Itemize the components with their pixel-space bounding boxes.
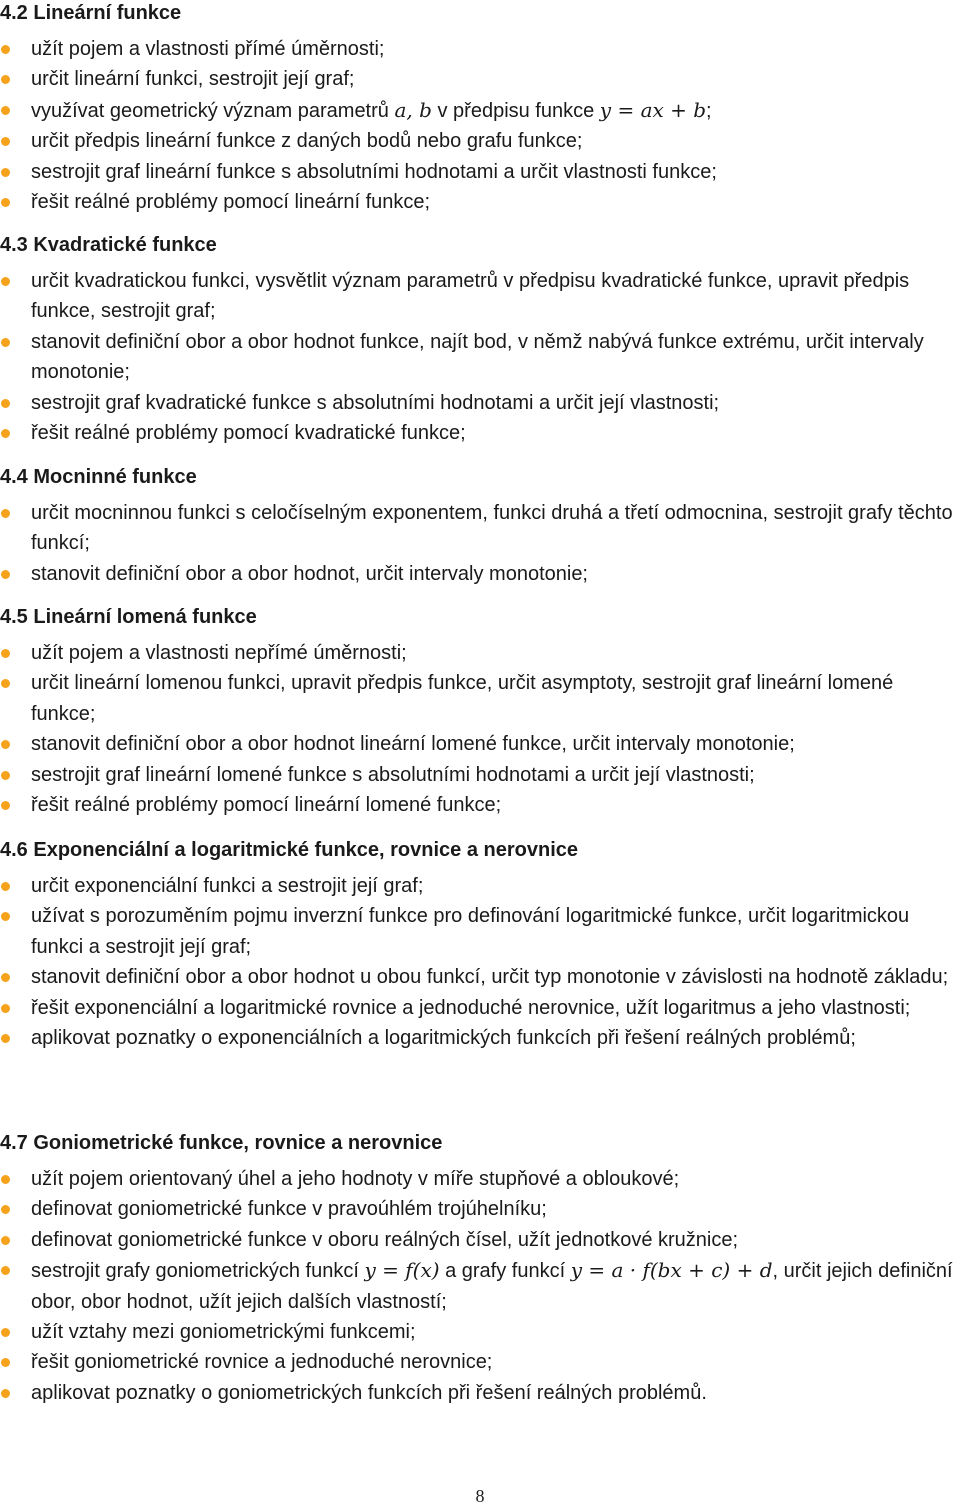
list-item-text xyxy=(31,422,466,444)
list-item xyxy=(0,1023,960,1053)
bullet-dot-icon xyxy=(1,168,10,177)
bullet-dot-icon xyxy=(1,973,10,982)
text-run: užít pojem a vlastnosti přímé úměrnosti; xyxy=(31,38,385,60)
text-run: určit exponenciální funkci a sestrojit její graf; xyxy=(31,875,424,897)
list-item xyxy=(0,498,960,559)
list-item xyxy=(0,559,960,589)
bullet-dot-icon xyxy=(1,1004,10,1013)
list-item xyxy=(0,1378,960,1408)
math-expression: y = ax + b xyxy=(599,97,707,122)
list-item xyxy=(0,187,960,217)
list-item xyxy=(0,729,960,759)
bullet-dot-icon xyxy=(1,399,10,408)
section-4-4 xyxy=(0,466,960,589)
bullet-dot-icon xyxy=(1,1358,10,1367)
list-item xyxy=(0,1347,960,1377)
text-run: užívat s porozuměním pojmu inverzní funkce pro definování logaritmické funkce, určit logaritmickou funkci a sestrojit její graf; xyxy=(31,905,910,958)
bullet-dot-icon xyxy=(1,1034,10,1043)
list-item-text xyxy=(31,875,423,897)
text-run: sestrojit graf kvadratické funkce s absolutními hodnotami a určit její vlastnosti; xyxy=(31,391,720,414)
list-item-text xyxy=(31,97,712,122)
math-expression: y = a · f(bx + c) + d xyxy=(570,1258,773,1283)
text-run: určit kvadratickou funkci, vysvětlit význam parametrů v předpisu kvadratické funkce, upravit předpis funkce, sestrojit graf; xyxy=(31,270,910,323)
bullet-dot-icon xyxy=(1,1175,10,1184)
list-item xyxy=(0,1255,960,1317)
text-run: řešit reálné problémy pomocí lineární lomené funkce; xyxy=(31,794,502,817)
bullet-list xyxy=(0,1164,960,1408)
bullet-dot-icon xyxy=(1,1328,10,1337)
text-run: stanovit definiční obor a obor hodnot, určit intervaly monotonie; xyxy=(31,562,588,585)
text-run: určit lineární funkci, sestrojit její graf; xyxy=(31,68,355,91)
list-item-text xyxy=(31,130,582,152)
list-item xyxy=(0,1164,960,1194)
bullet-list xyxy=(0,871,960,1053)
list-item xyxy=(0,34,960,64)
text-run: řešit reálné problémy pomocí kvadratické funkce; xyxy=(31,422,466,445)
list-item xyxy=(0,668,960,729)
text-run: ; xyxy=(706,99,712,122)
text-run: užít pojem orientovaný úhel a jeho hodnoty v míře stupňové a obloukové; xyxy=(31,1168,680,1190)
list-item-text xyxy=(31,905,909,957)
math-expression: a, b xyxy=(394,97,432,122)
section-heading: 4.6 Exponenciální a logaritmické funkce, rovnice a nerovnice xyxy=(0,839,578,861)
text-run: určit lineární lomenou funkci, upravit předpis funkce, určit asymptoty, sestrojit graf lineární lomené funkce; xyxy=(31,672,894,725)
bullet-list xyxy=(0,498,960,589)
list-item-text xyxy=(31,161,717,183)
section-heading: 4.2 Lineární funkce xyxy=(0,2,182,24)
text-run: sestrojit graf lineární funkce s absolutními hodnotami a určit vlastnosti funkce; xyxy=(31,160,717,183)
math-expression: y = f(x) xyxy=(364,1258,440,1283)
bullet-dot-icon xyxy=(1,771,10,780)
list-item-text xyxy=(31,1198,547,1220)
bullet-list xyxy=(0,266,960,448)
text-run: řešit reálné problémy pomocí lineární funkce; xyxy=(31,191,431,214)
list-item xyxy=(0,790,960,820)
list-item-text xyxy=(31,1027,856,1049)
section-4-5 xyxy=(0,606,960,820)
list-item-text xyxy=(31,68,354,90)
text-run: určit mocninnou funkci s celočíselným exponentem, funkci druhá a třetí odmocnina, sestrojit grafy těchto funkcí; xyxy=(31,502,953,555)
bullet-dot-icon xyxy=(1,912,10,921)
list-item-text xyxy=(31,1321,416,1343)
list-item xyxy=(0,901,960,962)
list-item xyxy=(0,157,960,187)
list-item-text xyxy=(31,191,430,213)
bullet-dot-icon xyxy=(1,137,10,146)
list-item-text xyxy=(31,1229,738,1251)
section-4-6 xyxy=(0,839,960,1053)
text-run: sestrojit grafy goniometrických funkcí xyxy=(31,1260,365,1283)
bullet-dot-icon xyxy=(1,1236,10,1245)
list-item-text xyxy=(31,733,795,755)
text-run: aplikovat poznatky o goniometrických funkcích při řešení reálných problémů. xyxy=(31,1381,707,1404)
text-run: , určit jejich definiční obor, obor hodnot, užít jejich dalších vlastností; xyxy=(31,1260,953,1313)
list-item-text xyxy=(31,1382,707,1404)
bullet-dot-icon xyxy=(1,679,10,688)
section-4-7 xyxy=(0,1132,960,1408)
list-item xyxy=(0,871,960,901)
list-item xyxy=(0,418,960,448)
bullet-dot-icon xyxy=(1,1389,10,1398)
bullet-dot-icon xyxy=(1,882,10,891)
list-item xyxy=(0,1317,960,1347)
page-number: 8 xyxy=(475,1486,485,1506)
section-heading: 4.3 Kvadratické funkce xyxy=(0,234,217,256)
bullet-dot-icon xyxy=(1,75,10,84)
bullet-list xyxy=(0,638,960,820)
bullet-list xyxy=(0,34,960,217)
list-item-text xyxy=(31,563,588,585)
text-run: řešit goniometrické rovnice a jednoduché nerovnice; xyxy=(31,1351,493,1374)
bullet-dot-icon xyxy=(1,1205,10,1214)
list-item xyxy=(0,266,960,327)
text-run: definovat goniometrické funkce v oboru reálných čísel, užít jednotkové kružnice; xyxy=(31,1228,739,1251)
text-run: v předpisu funkce xyxy=(431,99,600,122)
list-item xyxy=(0,64,960,94)
list-item xyxy=(0,95,960,126)
text-run: aplikovat poznatky o exponenciálních a logaritmických funkcích při řešení reálných problémů; xyxy=(31,1027,856,1050)
list-item-text xyxy=(31,1168,679,1190)
section-4-3 xyxy=(0,234,960,448)
bullet-dot-icon xyxy=(1,198,10,207)
list-item xyxy=(0,638,960,668)
bullet-dot-icon xyxy=(1,740,10,749)
text-run: sestrojit graf lineární lomené funkce s absolutními hodnotami a určit její vlastnosti; xyxy=(31,763,755,786)
list-item-text xyxy=(31,392,719,414)
list-item-text xyxy=(31,794,501,816)
section-heading: 4.5 Lineární lomená funkce xyxy=(0,606,257,628)
bullet-dot-icon xyxy=(1,106,10,115)
list-item-text xyxy=(31,966,948,988)
bullet-dot-icon xyxy=(1,338,10,347)
text-run: stanovit definiční obor a obor hodnot funkce, najít bod, v němž nabývá funkce extrému, určit intervaly monotonie; xyxy=(31,330,924,384)
bullet-dot-icon xyxy=(1,649,10,658)
text-run: stanovit definiční obor a obor hodnot lineární lomené funkce, určit intervaly monotonie; xyxy=(31,733,795,756)
text-run: užít pojem a vlastnosti nepřímé úměrnosti; xyxy=(31,642,407,664)
list-item-text xyxy=(31,1351,492,1373)
bullet-dot-icon xyxy=(1,277,10,286)
list-item xyxy=(0,388,960,418)
list-item xyxy=(0,760,960,790)
list-item-text xyxy=(31,997,910,1019)
text-run: stanovit definiční obor a obor hodnot u obou funkcí, určit typ monotonie v závislosti na hodnotě základu; xyxy=(31,966,949,989)
section-heading: 4.4 Mocninné funkce xyxy=(0,466,197,488)
list-item xyxy=(0,962,960,992)
list-item xyxy=(0,327,960,388)
text-run: definovat goniometrické funkce v pravoúhlém trojúhelníku; xyxy=(31,1198,547,1221)
text-run: využívat geometrický význam parametrů xyxy=(31,99,395,122)
list-item-text xyxy=(31,270,909,322)
list-item-text xyxy=(31,502,953,554)
bullet-dot-icon xyxy=(1,801,10,810)
text-run: užít vztahy mezi goniometrickými funkcemi; xyxy=(31,1321,416,1344)
section-4-2 xyxy=(0,2,960,217)
bullet-dot-icon xyxy=(1,1266,10,1275)
list-item-text xyxy=(31,38,384,60)
text-run: určit předpis lineární funkce z daných bodů nebo grafu funkce; xyxy=(31,130,583,153)
list-item xyxy=(0,126,960,156)
list-item xyxy=(0,1225,960,1255)
list-item xyxy=(0,993,960,1023)
section-heading: 4.7 Goniometrické funkce, rovnice a nerovnice xyxy=(0,1132,443,1154)
list-item-text xyxy=(31,764,755,786)
bullet-dot-icon xyxy=(1,429,10,438)
text-run: řešit exponenciální a logaritmické rovnice a jednoduché nerovnice, užít logaritmus a jeho vlastnosti; xyxy=(31,996,911,1019)
bullet-dot-icon xyxy=(1,570,10,579)
list-item-text xyxy=(31,642,407,664)
list-item-text xyxy=(31,331,924,383)
list-item xyxy=(0,1194,960,1224)
list-item-text xyxy=(31,1260,953,1312)
text-run: a grafy funkcí xyxy=(439,1260,571,1283)
bullet-dot-icon xyxy=(1,509,10,518)
bullet-dot-icon xyxy=(1,45,10,54)
list-item-text xyxy=(31,672,893,724)
